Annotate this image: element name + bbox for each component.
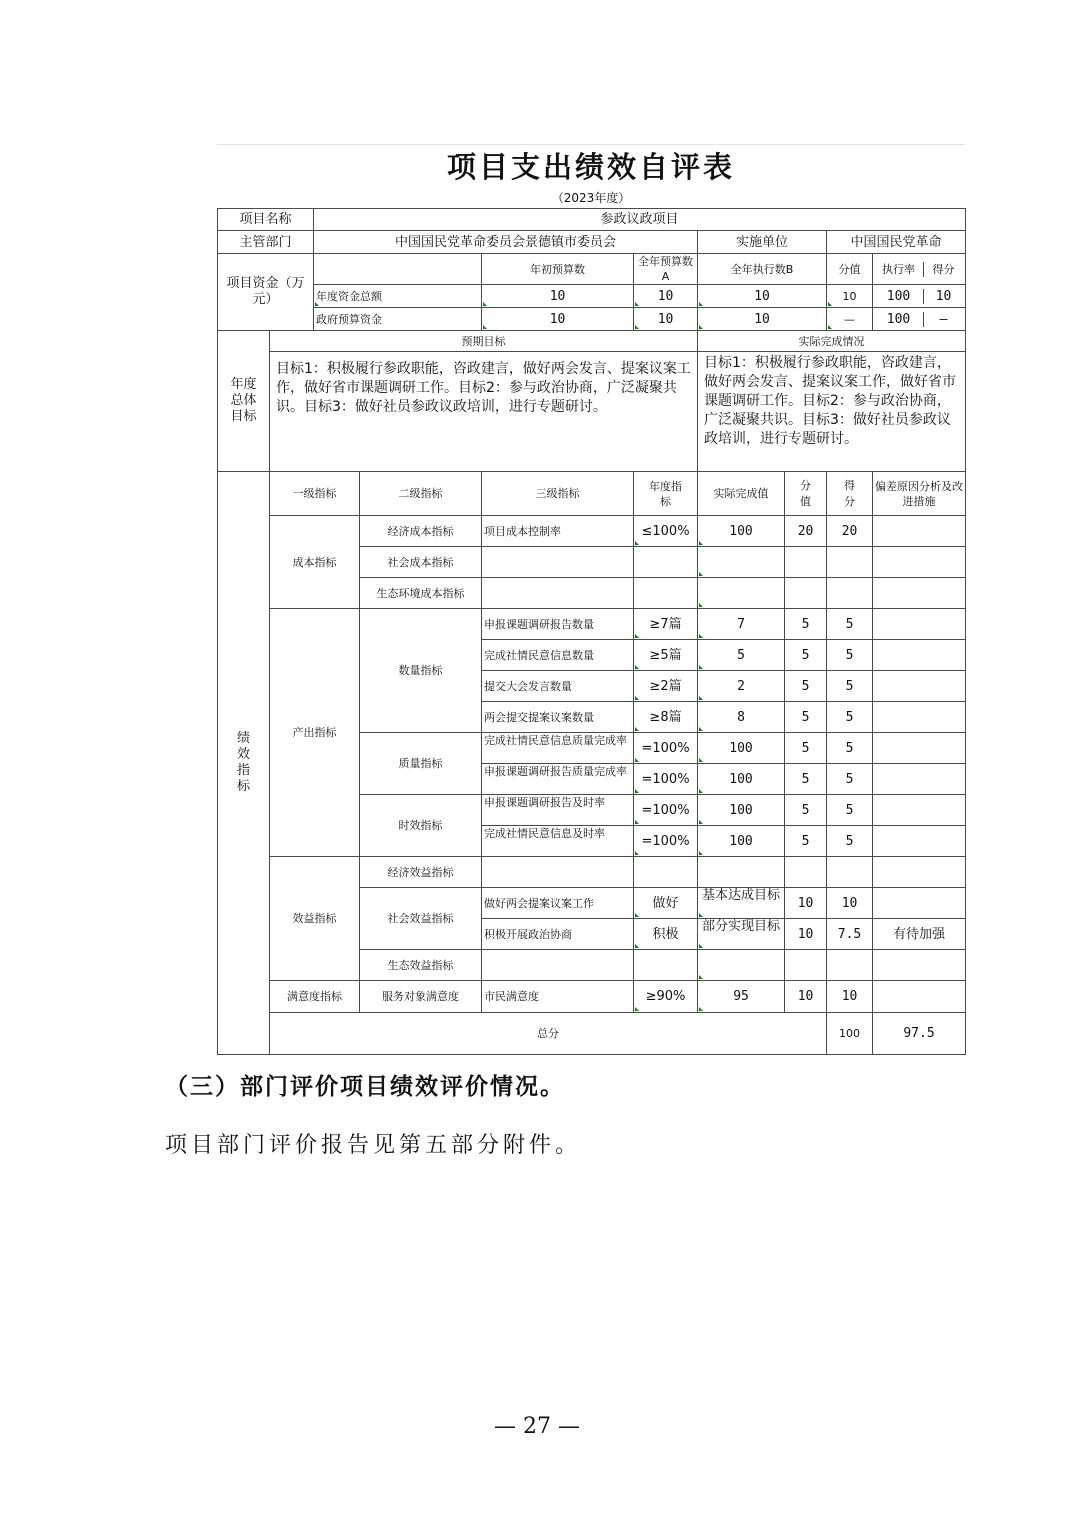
- actual-cell: [698, 950, 785, 981]
- actual-cell: 100: [698, 764, 785, 795]
- funds-header-rate-score: [873, 254, 966, 285]
- score-cell: 5: [827, 826, 873, 857]
- funds-initial: 10: [482, 285, 634, 308]
- score-cell: 20: [827, 516, 873, 547]
- level3-cell: [482, 764, 634, 795]
- actual-text: 基本达成目标: [702, 888, 781, 903]
- funds-initial: 10: [482, 308, 634, 331]
- total-row: [218, 1013, 966, 1055]
- total-value: 100: [827, 1013, 873, 1055]
- score-cell: 5: [827, 764, 873, 795]
- level3-cell: [482, 826, 634, 857]
- value-cell: [785, 857, 827, 888]
- value-cell: 10: [785, 888, 827, 919]
- level2-cell: 生态环境成本指标: [360, 578, 482, 609]
- value-cell: 5: [785, 640, 827, 671]
- note-cell: [873, 640, 966, 671]
- level3-cell: [482, 857, 634, 888]
- actual-cell: [698, 857, 785, 888]
- dept-row: [218, 231, 966, 254]
- value-cell: 5: [785, 764, 827, 795]
- level3-cell: [482, 950, 634, 981]
- level2-cell: 服务对象满意度: [360, 981, 482, 1013]
- header-level3: 三级指标: [482, 472, 634, 516]
- target-cell: =100%: [634, 733, 698, 764]
- level2-cell: 经济成本指标: [360, 516, 482, 547]
- funds-score: 10: [935, 288, 952, 304]
- funds-row-gov: [218, 308, 966, 331]
- value-cell: 5: [785, 671, 827, 702]
- level3-cell: 两会提交提案议案数量: [482, 702, 634, 733]
- header-level1: 一级指标: [270, 472, 360, 516]
- score-cell: 10: [827, 888, 873, 919]
- funds-executed: 10: [698, 308, 827, 331]
- score-cell: [827, 578, 873, 609]
- target-cell: ≥90%: [634, 981, 698, 1013]
- funds-header-score: 得分: [932, 262, 955, 276]
- funds-header-annual: 全年预算数A: [634, 254, 698, 285]
- goals-label: [218, 331, 270, 472]
- score-cell: 10: [827, 981, 873, 1013]
- note-cell: [873, 516, 966, 547]
- funds-header-rate: 执行率: [875, 262, 924, 277]
- body-paragraph: 项目部门评价报告见第五部分附件。: [165, 1133, 582, 1158]
- header-score: [827, 472, 873, 516]
- note-cell: [873, 609, 966, 640]
- target-cell: 做好: [634, 888, 698, 919]
- header-score-text: 得分: [844, 478, 856, 508]
- score-cell: 7.5: [827, 919, 873, 950]
- level3-cell: [482, 733, 634, 764]
- actual-cell: 100: [698, 516, 785, 547]
- impl-unit: 中国国民党革命: [827, 231, 966, 254]
- actual-goal: 目标1：积极履行参政职能，咨政建言，做好两会发言、提案议案工作，做好省市课题调研工作。目标2：参与政治协商，广泛凝聚共识。目标3：做好社员参政议政培训，进行专题研讨。: [704, 355, 957, 447]
- target-cell: ≥8篇: [634, 702, 698, 733]
- header-actual: [698, 472, 785, 516]
- actual-cell: [698, 578, 785, 609]
- level1-benefit: 效益指标: [270, 857, 360, 981]
- value-cell: 5: [785, 733, 827, 764]
- level2-cell: 经济效益指标: [360, 857, 482, 888]
- note-cell: [873, 733, 966, 764]
- score-cell: [827, 857, 873, 888]
- funds-score: —: [939, 311, 948, 327]
- level1-satisfaction: 满意度指标: [270, 981, 360, 1013]
- table-row: [218, 981, 966, 1013]
- table-row: [218, 857, 966, 888]
- actual-cell: 8: [698, 702, 785, 733]
- dept-label: 主管部门: [218, 231, 314, 254]
- funds-header-score-value: 分值: [827, 254, 873, 285]
- funds-executed: 10: [698, 285, 827, 308]
- funds-annual: 10: [634, 285, 698, 308]
- target-cell: [634, 578, 698, 609]
- actual-cell: [698, 547, 785, 578]
- project-name-label: 项目名称: [218, 209, 314, 231]
- actual-cell: 100: [698, 733, 785, 764]
- value-cell: 10: [785, 919, 827, 950]
- actual-cell: 5: [698, 640, 785, 671]
- target-cell: [634, 547, 698, 578]
- level2-cell: 社会效益指标: [360, 888, 482, 950]
- funds-header-executed: 全年执行数B: [698, 254, 827, 285]
- note-cell: 有待加强: [873, 919, 966, 950]
- header-target: [634, 472, 698, 516]
- target-cell: =100%: [634, 826, 698, 857]
- note-cell: [873, 950, 966, 981]
- funds-label: 项目资金（万元）: [218, 254, 314, 331]
- level3-text: 完成社情民意信息及时率: [484, 827, 606, 840]
- score-cell: 5: [827, 640, 873, 671]
- target-cell: 积极: [634, 919, 698, 950]
- value-cell: 10: [785, 981, 827, 1013]
- indicator-section-label: [218, 472, 270, 1055]
- dept-name: 中国国民党革命委员会景德镇市委员会: [314, 231, 698, 254]
- funds-rate: 100: [875, 312, 924, 327]
- value-cell: [785, 578, 827, 609]
- actual-cell: [698, 919, 785, 950]
- level3-cell: 积极开展政治协商: [482, 919, 634, 950]
- expected-goal: 目标1：积极履行参政职能，咨政建言，做好两会发言、提案议案工作，做好省市课题调研工作。目标2：参与政治协商，广泛凝聚共识。目标3：做好社员参政议政培训，进行专题研讨。: [276, 361, 691, 415]
- value-cell: 5: [785, 609, 827, 640]
- indicator-section-text: 绩效指标: [236, 731, 250, 794]
- table-row: [218, 516, 966, 547]
- level3-cell: [482, 795, 634, 826]
- level3-text: 申报课题调研报告及时率: [484, 796, 606, 809]
- funds-rate: 100: [875, 289, 924, 304]
- note-cell: [873, 981, 966, 1013]
- target-cell: =100%: [634, 764, 698, 795]
- total-label: 总分: [270, 1013, 827, 1055]
- funds-rate-score: [873, 285, 966, 308]
- value-cell: 5: [785, 702, 827, 733]
- actual-cell: 7: [698, 609, 785, 640]
- note-cell: [873, 578, 966, 609]
- project-name: 参政议政项目: [314, 209, 966, 231]
- goals-row: [218, 352, 966, 472]
- value-cell: 20: [785, 516, 827, 547]
- indicator-header-row: [218, 472, 966, 516]
- evaluation-sheet: [217, 144, 965, 1048]
- score-cell: 5: [827, 795, 873, 826]
- score-cell: [827, 547, 873, 578]
- header-target-text: 年度指标: [649, 479, 683, 508]
- evaluation-table: [217, 208, 966, 1055]
- header-level2: 二级指标: [360, 472, 482, 516]
- level2-cell: 社会成本指标: [360, 547, 482, 578]
- impl-unit-label: 实施单位: [698, 231, 827, 254]
- score-cell: 5: [827, 609, 873, 640]
- level1-output: 产出指标: [270, 609, 360, 857]
- value-cell: 5: [785, 795, 827, 826]
- year-label: （2023年度）: [551, 191, 631, 205]
- level3-text: 申报课题调研报告质量完成率: [484, 765, 628, 778]
- funds-rate-score: [873, 308, 966, 331]
- table-row: [218, 609, 966, 640]
- level3-cell: 市民满意度: [482, 981, 634, 1013]
- expected-goal-cell: [270, 352, 698, 472]
- note-cell: [873, 547, 966, 578]
- actual-cell: 2: [698, 671, 785, 702]
- score-cell: 5: [827, 702, 873, 733]
- level2-cell: 质量指标: [360, 733, 482, 795]
- funds-annual: 10: [634, 308, 698, 331]
- funds-header-initial: 年初预算数: [482, 254, 634, 285]
- actual-cell: 95: [698, 981, 785, 1013]
- total-score: 97.5: [873, 1013, 966, 1055]
- level2-cell: 数量指标: [360, 609, 482, 733]
- funds-score-value: 10: [827, 285, 873, 308]
- actual-goal-cell: [698, 352, 966, 472]
- score-cell: [827, 950, 873, 981]
- actual-goal-header: 实际完成情况: [698, 331, 966, 352]
- level3-cell: 完成社情民意信息数量: [482, 640, 634, 671]
- level3-cell: 做好两会提案议案工作: [482, 888, 634, 919]
- expected-goal-header: 预期目标: [270, 331, 698, 352]
- target-cell: ≥7篇: [634, 609, 698, 640]
- level3-cell: 提交大会发言数量: [482, 671, 634, 702]
- level3-cell: 项目成本控制率: [482, 516, 634, 547]
- note-cell: [873, 888, 966, 919]
- level2-cell: 生态效益指标: [360, 950, 482, 981]
- note-cell: [873, 702, 966, 733]
- project-name-row: [218, 209, 966, 231]
- level3-text: 完成社情民意信息质量完成率: [484, 734, 628, 747]
- header-value: [785, 472, 827, 516]
- value-cell: [785, 950, 827, 981]
- funds-header-blank: [314, 254, 482, 285]
- header-note: 偏差原因分析及改进措施: [873, 472, 966, 516]
- actual-cell: 100: [698, 826, 785, 857]
- target-cell: [634, 857, 698, 888]
- goals-header-row: [218, 331, 966, 352]
- page-number: — 27 —: [494, 1414, 580, 1439]
- value-cell: 5: [785, 826, 827, 857]
- header-actual-text: 实际完成值: [713, 487, 769, 500]
- level3-cell: [482, 547, 634, 578]
- level2-cell: 时效指标: [360, 795, 482, 857]
- goals-label-text: 年度总体目标: [230, 377, 257, 424]
- actual-cell: 100: [698, 795, 785, 826]
- funds-row-label: 政府预算资金: [314, 308, 482, 331]
- target-cell: ≤100%: [634, 516, 698, 547]
- header-value-text: 分值: [800, 478, 812, 508]
- level3-cell: [482, 578, 634, 609]
- note-cell: [873, 826, 966, 857]
- funds-score-value: —: [827, 308, 873, 331]
- funds-row-total: [218, 285, 966, 308]
- target-cell: ≥2篇: [634, 671, 698, 702]
- actual-text: 部分实现目标: [702, 919, 781, 934]
- funds-row-label: 年度资金总额: [314, 285, 482, 308]
- score-cell: 5: [827, 733, 873, 764]
- actual-cell: [698, 888, 785, 919]
- note-cell: [873, 671, 966, 702]
- score-cell: 5: [827, 671, 873, 702]
- target-cell: [634, 950, 698, 981]
- note-cell: [873, 764, 966, 795]
- level3-cell: 申报课题调研报告数量: [482, 609, 634, 640]
- target-cell: ≥5篇: [634, 640, 698, 671]
- table-title: 项目支出绩效自评表: [446, 150, 735, 184]
- funds-header-row: [218, 254, 966, 285]
- level1-cost: 成本指标: [270, 516, 360, 609]
- value-cell: [785, 547, 827, 578]
- table-title-row: [217, 144, 965, 189]
- note-cell: [873, 795, 966, 826]
- note-cell: [873, 857, 966, 888]
- section-heading: （三）部门评价项目绩效评价情况。: [165, 1074, 565, 1100]
- target-cell: =100%: [634, 795, 698, 826]
